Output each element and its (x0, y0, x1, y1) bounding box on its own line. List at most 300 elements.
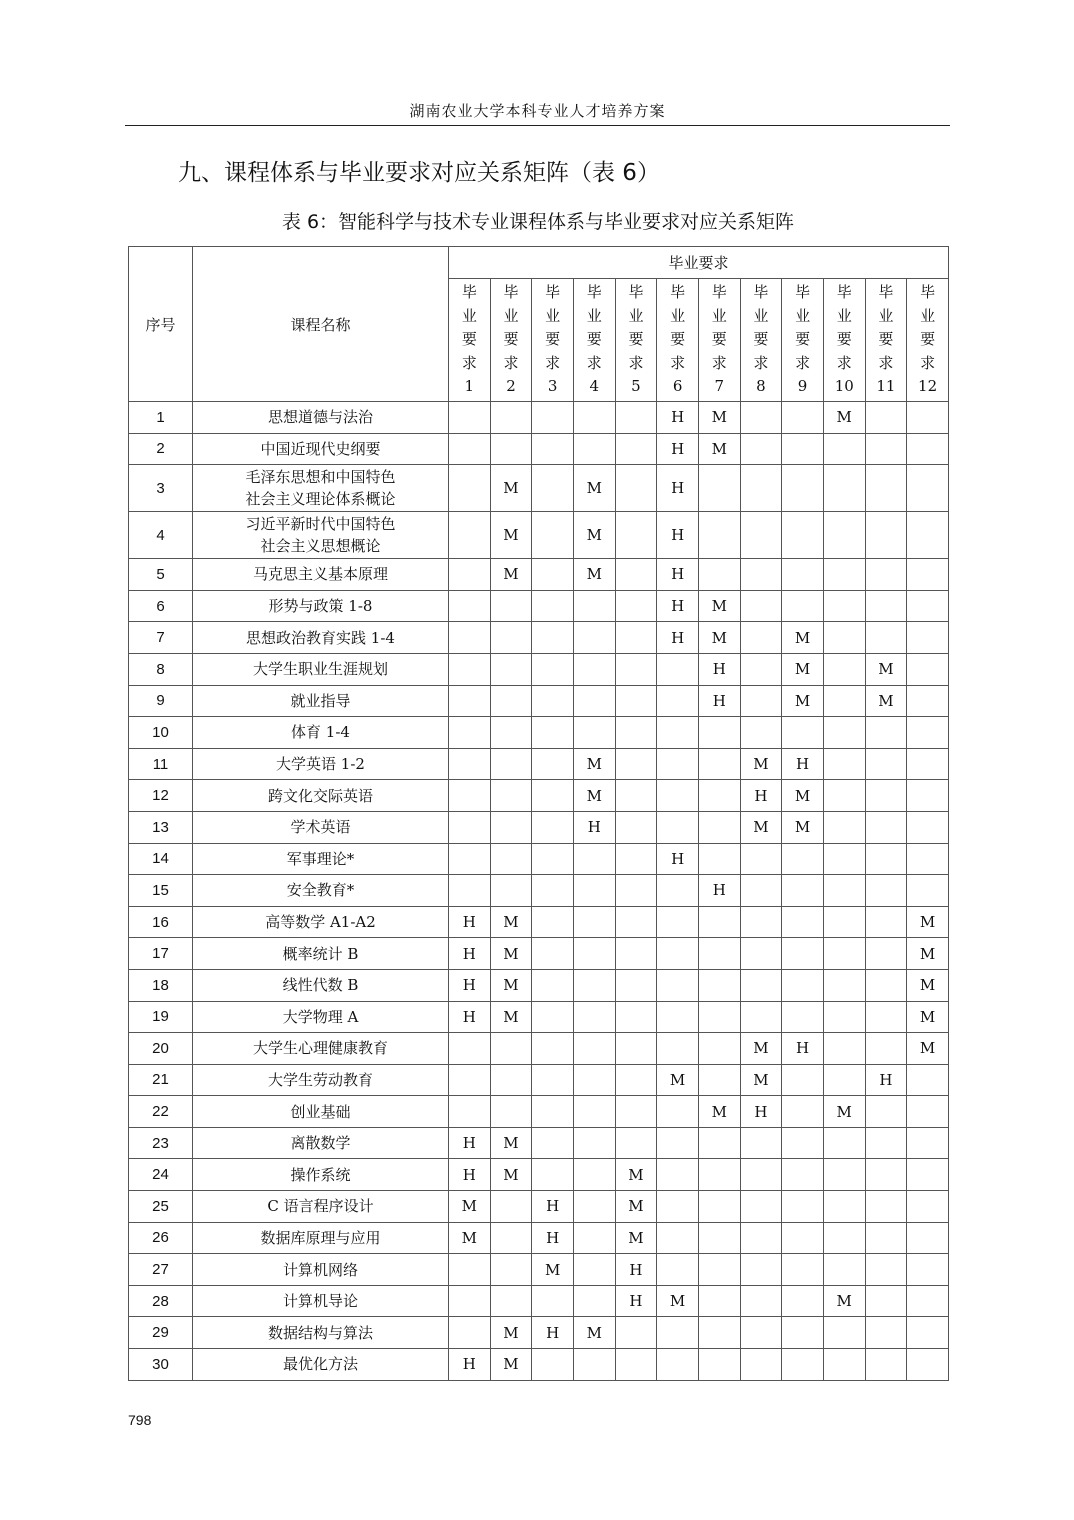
requirement-mark-11 (865, 559, 907, 591)
requirement-mark-2 (490, 1096, 532, 1128)
requirement-mark-10: M (823, 1285, 865, 1317)
course-name (193, 1349, 449, 1381)
course-name (193, 748, 449, 780)
requirement-mark-5 (615, 653, 657, 685)
header-course-name: 课程名称 (193, 247, 449, 402)
requirement-mark-3 (532, 402, 574, 434)
requirement-mark-4 (573, 685, 615, 717)
requirement-mark-10 (823, 685, 865, 717)
requirement-mark-12 (907, 811, 949, 843)
requirement-mark-1 (449, 1064, 491, 1096)
requirement-header-char: 要 (503, 330, 519, 349)
requirement-mark-7 (698, 717, 740, 749)
requirement-mark-3 (532, 1064, 574, 1096)
requirement-mark-8 (740, 1254, 782, 1286)
requirement-mark-5: H (615, 1254, 657, 1286)
requirement-mark-6 (657, 938, 699, 970)
row-index: 3 (129, 465, 193, 512)
table-row (129, 1001, 949, 1033)
requirement-mark-12 (907, 402, 949, 434)
requirement-header-char: 要 (461, 330, 477, 349)
requirement-mark-4 (573, 1254, 615, 1286)
requirement-mark-4 (573, 1127, 615, 1159)
requirement-header-char: 毕 (753, 283, 769, 302)
course-name-line: 操作系统 (290, 1165, 351, 1184)
requirement-header-11 (865, 279, 907, 402)
requirement-mark-10 (823, 1317, 865, 1349)
requirement-mark-2 (490, 780, 532, 812)
requirement-header-8 (740, 279, 782, 402)
requirement-mark-8 (740, 1159, 782, 1191)
requirement-mark-12 (907, 1254, 949, 1286)
course-name (193, 811, 449, 843)
requirement-mark-7: H (698, 653, 740, 685)
requirement-mark-10 (823, 1349, 865, 1381)
requirement-mark-1: M (449, 1191, 491, 1223)
row-index: 13 (129, 811, 193, 843)
requirement-header-2 (490, 279, 532, 402)
requirement-mark-4: M (573, 748, 615, 780)
requirement-mark-4 (573, 402, 615, 434)
requirement-mark-5: M (615, 1222, 657, 1254)
requirement-mark-4 (573, 622, 615, 654)
course-name-line: 计算机导论 (282, 1292, 358, 1311)
requirement-mark-5 (615, 1096, 657, 1128)
requirement-mark-7 (698, 1254, 740, 1286)
requirement-mark-3 (532, 559, 574, 591)
requirement-mark-10 (823, 780, 865, 812)
requirement-mark-9 (782, 433, 824, 465)
requirement-mark-1 (449, 433, 491, 465)
requirement-mark-4 (573, 906, 615, 938)
requirement-mark-8: H (740, 780, 782, 812)
requirement-mark-5: H (615, 1285, 657, 1317)
requirement-mark-3 (532, 938, 574, 970)
requirement-mark-8: M (740, 811, 782, 843)
requirement-header-char: 业 (628, 306, 644, 325)
requirement-mark-7 (698, 1285, 740, 1317)
requirement-mark-6 (657, 906, 699, 938)
requirement-mark-4 (573, 590, 615, 622)
requirement-header-7 (698, 279, 740, 402)
requirement-mark-12 (907, 1191, 949, 1223)
requirement-mark-5 (615, 685, 657, 717)
requirement-mark-6: M (657, 1285, 699, 1317)
requirement-header-char: 6 (672, 377, 683, 396)
requirement-matrix-table (128, 246, 949, 1381)
requirement-mark-8 (740, 622, 782, 654)
row-index: 21 (129, 1064, 193, 1096)
course-name-line: 安全教育* (286, 881, 355, 900)
requirement-mark-12 (907, 590, 949, 622)
requirement-mark-12 (907, 717, 949, 749)
requirement-header-char: 毕 (711, 283, 727, 302)
requirement-mark-10 (823, 559, 865, 591)
requirement-mark-2: M (490, 1127, 532, 1159)
requirement-header-char: 要 (878, 330, 894, 349)
requirement-mark-3: H (532, 1317, 574, 1349)
requirement-mark-8 (740, 512, 782, 559)
requirement-mark-2 (490, 1222, 532, 1254)
requirement-mark-2 (490, 402, 532, 434)
matrix-body (129, 402, 949, 1381)
requirement-header-char: 毕 (461, 283, 477, 302)
requirement-mark-5 (615, 1127, 657, 1159)
requirement-mark-12 (907, 1349, 949, 1381)
requirement-mark-5 (615, 1064, 657, 1096)
row-index: 18 (129, 969, 193, 1001)
requirement-mark-2 (490, 1285, 532, 1317)
requirement-mark-4 (573, 717, 615, 749)
course-name-line: 大学生职业生涯规划 (252, 660, 388, 679)
table-caption: 表 6：智能科学与技术专业课程体系与毕业要求对应关系矩阵 (281, 211, 795, 233)
requirement-mark-12 (907, 1064, 949, 1096)
requirement-mark-9 (782, 717, 824, 749)
requirement-mark-3 (532, 811, 574, 843)
course-name-line: 大学物理 A (282, 1007, 359, 1026)
row-index: 1 (129, 402, 193, 434)
table-row (129, 969, 949, 1001)
requirement-mark-11: M (865, 653, 907, 685)
page-header: 湖南农业大学本科专业人才培养方案 (409, 102, 666, 120)
requirement-mark-11 (865, 717, 907, 749)
requirement-mark-5 (615, 622, 657, 654)
course-name (193, 843, 449, 875)
requirement-mark-11 (865, 1285, 907, 1317)
header-requirements-group: 毕业要求 (449, 247, 949, 279)
requirement-header-char: 毕 (545, 283, 561, 302)
requirement-header-char: 业 (878, 306, 894, 325)
requirement-mark-2 (490, 1254, 532, 1286)
requirement-header-char: 求 (753, 353, 769, 372)
requirement-mark-6 (657, 1096, 699, 1128)
table-row (129, 717, 949, 749)
requirement-mark-6 (657, 969, 699, 1001)
table-row (129, 465, 949, 512)
requirement-mark-2: M (490, 969, 532, 1001)
row-index: 20 (129, 1033, 193, 1065)
requirement-mark-2: M (490, 512, 532, 559)
row-index: 23 (129, 1127, 193, 1159)
course-name-line: 线性代数 B (282, 976, 359, 995)
requirement-mark-1 (449, 843, 491, 875)
requirement-mark-2 (490, 875, 532, 907)
row-index: 30 (129, 1349, 193, 1381)
requirement-mark-1 (449, 780, 491, 812)
course-name-line: 计算机网络 (282, 1260, 358, 1279)
course-name (193, 1191, 449, 1223)
requirement-mark-4 (573, 1096, 615, 1128)
requirement-header-char: 业 (920, 306, 936, 325)
requirement-mark-6 (657, 875, 699, 907)
requirement-mark-5 (615, 969, 657, 1001)
course-name-line: C 语言程序设计 (267, 1197, 374, 1216)
requirement-mark-4: M (573, 1317, 615, 1349)
table-row (129, 1033, 949, 1065)
row-index: 5 (129, 559, 193, 591)
requirement-mark-10 (823, 1064, 865, 1096)
requirement-mark-3 (532, 590, 574, 622)
requirement-header-char: 4 (589, 377, 600, 396)
requirement-mark-6: H (657, 512, 699, 559)
requirement-mark-8 (740, 402, 782, 434)
requirement-mark-2 (490, 843, 532, 875)
requirement-header-char: 业 (836, 306, 852, 325)
requirement-header-10 (823, 279, 865, 402)
requirement-mark-3 (532, 653, 574, 685)
requirement-mark-3 (532, 1127, 574, 1159)
requirement-mark-10 (823, 938, 865, 970)
requirement-mark-5 (615, 906, 657, 938)
course-name (193, 1127, 449, 1159)
header-rule (125, 125, 950, 126)
requirement-header-char: 业 (586, 306, 602, 325)
requirement-header-3 (532, 279, 574, 402)
table-row (129, 875, 949, 907)
requirement-mark-5 (615, 843, 657, 875)
requirement-mark-5: M (615, 1191, 657, 1223)
table-row (129, 1317, 949, 1349)
requirement-mark-9: M (782, 622, 824, 654)
requirement-header-12 (907, 279, 949, 402)
requirement-mark-11 (865, 1317, 907, 1349)
requirement-header-char: 求 (628, 353, 644, 372)
course-name-line: 思想政治教育实践 1-4 (246, 628, 395, 647)
row-index: 7 (129, 622, 193, 654)
requirement-header-char: 要 (795, 330, 811, 349)
row-index: 4 (129, 512, 193, 559)
course-name (193, 1001, 449, 1033)
requirement-mark-3 (532, 1096, 574, 1128)
page-number: 798 (128, 1412, 152, 1428)
requirement-mark-8 (740, 938, 782, 970)
requirement-mark-12: M (907, 938, 949, 970)
course-name-line: 高等数学 A1-A2 (265, 913, 376, 932)
table-row (129, 1191, 949, 1223)
requirement-mark-7 (698, 811, 740, 843)
requirement-mark-1: H (449, 938, 491, 970)
requirement-mark-10 (823, 1222, 865, 1254)
requirement-header-char: 求 (920, 353, 936, 372)
requirement-mark-6: H (657, 843, 699, 875)
requirement-header-5 (615, 279, 657, 402)
requirement-mark-10 (823, 811, 865, 843)
requirement-mark-2 (490, 1064, 532, 1096)
requirement-mark-10 (823, 622, 865, 654)
requirement-mark-5 (615, 402, 657, 434)
requirement-mark-9 (782, 512, 824, 559)
requirement-mark-4 (573, 1285, 615, 1317)
requirement-mark-5 (615, 1033, 657, 1065)
requirement-mark-2: M (490, 1159, 532, 1191)
requirement-header-char: 要 (670, 330, 686, 349)
requirement-mark-6 (657, 748, 699, 780)
requirement-mark-4 (573, 433, 615, 465)
requirement-mark-7 (698, 465, 740, 512)
requirement-header-char: 业 (461, 306, 477, 325)
requirement-header-char: 业 (503, 306, 519, 325)
requirement-mark-9: H (782, 1033, 824, 1065)
requirement-mark-1: H (449, 1127, 491, 1159)
course-name (193, 1159, 449, 1191)
requirement-mark-12 (907, 465, 949, 512)
requirement-mark-1 (449, 512, 491, 559)
course-name (193, 969, 449, 1001)
requirement-mark-9 (782, 402, 824, 434)
requirement-mark-1: H (449, 1001, 491, 1033)
table-row (129, 1349, 949, 1381)
course-name-line: 概率统计 B (282, 944, 359, 963)
requirement-mark-6 (657, 1127, 699, 1159)
requirement-header-char: 求 (545, 353, 561, 372)
requirement-mark-8 (740, 433, 782, 465)
requirement-mark-4 (573, 969, 615, 1001)
requirement-mark-12 (907, 1285, 949, 1317)
requirement-mark-8: M (740, 1033, 782, 1065)
requirement-mark-12: M (907, 1033, 949, 1065)
requirement-header-char: 求 (836, 353, 852, 372)
requirement-header-char: 业 (753, 306, 769, 325)
requirement-mark-10 (823, 717, 865, 749)
requirement-mark-2 (490, 748, 532, 780)
course-name-line: 数据库原理与应用 (260, 1228, 381, 1247)
row-index: 14 (129, 843, 193, 875)
course-name (193, 622, 449, 654)
table-row (129, 1285, 949, 1317)
requirement-mark-2: M (490, 1317, 532, 1349)
requirement-mark-4 (573, 1033, 615, 1065)
row-index: 2 (129, 433, 193, 465)
requirement-mark-5 (615, 1349, 657, 1381)
course-name-line: 就业指导 (290, 691, 351, 710)
requirement-mark-7 (698, 559, 740, 591)
row-index: 27 (129, 1254, 193, 1286)
table-row (129, 590, 949, 622)
requirement-header-char: 10 (834, 377, 854, 396)
requirement-header-char: 业 (670, 306, 686, 325)
table-row (129, 653, 949, 685)
requirement-mark-12: M (907, 1001, 949, 1033)
requirement-mark-4: M (573, 559, 615, 591)
requirement-mark-4 (573, 1349, 615, 1381)
course-name (193, 938, 449, 970)
table-row (129, 1064, 949, 1096)
requirement-mark-10 (823, 433, 865, 465)
requirement-mark-7 (698, 1191, 740, 1223)
requirement-mark-12 (907, 875, 949, 907)
requirement-mark-5 (615, 1001, 657, 1033)
course-name-line: 跨文化交际英语 (267, 786, 373, 805)
requirement-mark-2 (490, 622, 532, 654)
requirement-mark-8 (740, 1285, 782, 1317)
requirement-mark-11: M (865, 685, 907, 717)
requirement-mark-9 (782, 1254, 824, 1286)
requirement-mark-7 (698, 512, 740, 559)
requirement-mark-7 (698, 969, 740, 1001)
requirement-mark-10 (823, 653, 865, 685)
requirement-mark-9 (782, 906, 824, 938)
course-name (193, 590, 449, 622)
requirement-mark-11 (865, 780, 907, 812)
requirement-mark-9 (782, 1222, 824, 1254)
requirement-mark-10 (823, 906, 865, 938)
requirement-header-char: 业 (795, 306, 811, 325)
course-name-line: 思想道德与法治 (267, 408, 373, 427)
requirement-mark-11 (865, 402, 907, 434)
requirement-header-char: 求 (711, 353, 727, 372)
requirement-mark-1: H (449, 969, 491, 1001)
requirement-mark-10 (823, 1127, 865, 1159)
row-index: 8 (129, 653, 193, 685)
requirement-mark-2: M (490, 465, 532, 512)
requirement-mark-7 (698, 1127, 740, 1159)
requirement-mark-7 (698, 1159, 740, 1191)
course-name-line: 大学英语 1-2 (276, 755, 365, 774)
table-row (129, 780, 949, 812)
requirement-mark-6 (657, 1001, 699, 1033)
requirement-mark-8 (740, 717, 782, 749)
requirement-header-char: 业 (711, 306, 727, 325)
requirement-mark-12 (907, 1317, 949, 1349)
requirement-mark-2 (490, 1033, 532, 1065)
requirement-mark-9 (782, 1064, 824, 1096)
requirement-header-char: 9 (797, 377, 808, 396)
row-index: 26 (129, 1222, 193, 1254)
table-row (129, 622, 949, 654)
course-name-line: 中国近现代史纲要 (260, 439, 381, 458)
requirement-mark-2 (490, 590, 532, 622)
requirement-mark-10 (823, 590, 865, 622)
course-name-line: 大学生劳动教育 (267, 1070, 373, 1089)
requirement-mark-3 (532, 780, 574, 812)
requirement-mark-1 (449, 811, 491, 843)
requirement-mark-5 (615, 433, 657, 465)
table-row (129, 938, 949, 970)
requirement-mark-6 (657, 1159, 699, 1191)
requirement-mark-1 (449, 748, 491, 780)
requirement-mark-3 (532, 1349, 574, 1381)
requirement-mark-9 (782, 559, 824, 591)
requirement-header-char: 8 (756, 377, 766, 396)
requirement-mark-7: M (698, 590, 740, 622)
requirement-mark-11 (865, 875, 907, 907)
requirement-mark-12 (907, 1096, 949, 1128)
requirement-mark-1 (449, 590, 491, 622)
requirement-mark-1 (449, 402, 491, 434)
requirement-header-char: 求 (670, 353, 686, 372)
requirement-mark-3 (532, 622, 574, 654)
requirement-mark-4: M (573, 465, 615, 512)
course-name-line: 学术英语 (290, 818, 351, 837)
requirement-mark-10 (823, 1001, 865, 1033)
requirement-mark-3 (532, 875, 574, 907)
requirement-mark-4 (573, 938, 615, 970)
requirement-header-char: 3 (547, 377, 558, 396)
requirement-mark-3: M (532, 1254, 574, 1286)
course-name (193, 559, 449, 591)
requirement-mark-5 (615, 1317, 657, 1349)
requirement-header-9 (782, 279, 824, 402)
requirement-mark-10 (823, 1191, 865, 1223)
requirement-header-char: 要 (920, 330, 936, 349)
requirement-mark-1 (449, 559, 491, 591)
course-name-line: 社会主义思想概论 (260, 537, 381, 556)
requirement-mark-1 (449, 1096, 491, 1128)
course-name-line: 军事理论* (286, 849, 355, 868)
requirement-mark-1 (449, 685, 491, 717)
requirement-mark-12 (907, 1159, 949, 1191)
requirement-mark-11 (865, 465, 907, 512)
